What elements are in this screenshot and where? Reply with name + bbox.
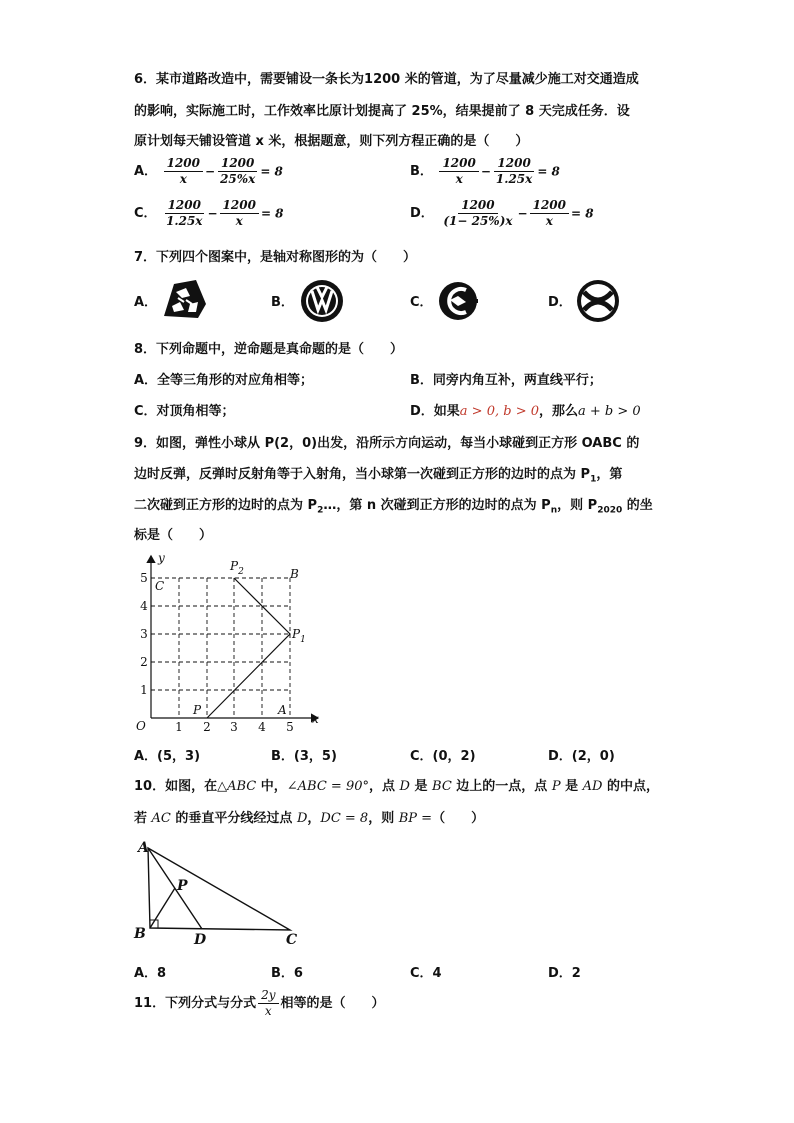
q6-stem-line1: 6．某市道路改造中，需要铺设一条长为1200 米的管道，为了尽量减少施工对交通造成 [134,72,639,87]
q8-option-a[interactable]: A．全等三角形的对应角相等； [134,373,314,388]
q10-option-a[interactable]: A．8 [134,966,167,981]
cn-logo-icon [436,280,482,322]
q7-option-c[interactable]: C． [410,295,433,310]
q10-option-b[interactable]: B．6 [271,966,303,981]
q9-point-c: C [155,579,165,593]
q9-option-b[interactable]: B．(3，5) [271,749,337,764]
q9-x-label: x [312,712,319,726]
q7-stem: 7．下列四个图案中，是轴对称图形的为（ ） [134,250,417,265]
q9-option-a[interactable]: A．(5，3) [134,749,201,764]
q10-label-d: D [194,932,207,948]
q10-triangle-abc [148,848,290,930]
q9-point-b: B [290,567,299,581]
q9-point-a: A [278,703,287,717]
q9-ball-path [207,578,290,718]
recycle-logo-icon [160,276,210,322]
q9-y-label: y [158,551,165,565]
q6-option-a[interactable]: A． $\frac{1200}{x}$ − $\frac{1200}{25\%x}$ = 8 [134,156,283,186]
q10-label-b: B [134,926,146,942]
q7-option-d[interactable]: D． [548,295,572,310]
q9-point-p1: $P_1$ [292,627,306,645]
q10-triangle-figure [130,838,310,948]
q10-label-p: P [177,878,188,894]
q9-stem-line2: 边时反弹，反弹时反射角等于入射角，当小球第一次碰到正方形的边时的点为 $P_1$，第 [134,467,623,485]
q8-stem: 8．下列命题中，逆命题是真命题的是（ ） [134,342,404,357]
q10-segment-bp [150,888,175,928]
vw-logo-icon [298,278,346,324]
q11-stem: 11．下列分式与分式 $\frac{2y}{x}$ 相等的是（ ） [134,988,385,1018]
q9-x-tick-5: 5 [286,720,294,734]
q9-y-tick-4: 4 [140,599,148,613]
q9-x-tick-3: 3 [230,720,238,734]
q9-y-tick-3: 3 [140,627,148,641]
dongfeng-logo-icon [574,278,622,324]
q9-y-tick-1: 1 [140,683,148,697]
q9-x-tick-1: 1 [175,720,183,734]
q9-option-d[interactable]: D．(2，0) [548,749,615,764]
q6-option-b[interactable]: B． $\frac{1200}{x}$ − $\frac{1200}{1.25x}$ = 8 [410,156,560,186]
q10-option-d[interactable]: D．2 [548,966,581,981]
q8-option-b[interactable]: B．同旁内角互补，两直线平行； [410,373,602,388]
q6-option-c[interactable]: C． $\frac{1200}{1.25x}$ − $\frac{1200}{x}$ = 8 [134,198,284,228]
q9-x-tick-2: 2 [203,720,211,734]
q9-grid-figure [130,548,330,736]
q9-stem-line3: 二次碰到正方形的边时的点为 $P_2\dots$，第 n 次碰到正方形的边时的点为 $P_n$，则 $P_{2020}$ 的坐 [134,498,653,516]
q10-stem-line2: 若 AC 的垂直平分线经过点 D，DC = 8，则 BP =（ ） [134,811,485,826]
q8-option-d[interactable]: D．如果a > 0, b > 0，那么a + b > 0 [410,404,641,419]
q9-point-p2: $P_2$ [230,559,244,577]
q9-point-p: P [193,703,202,717]
q6-stem-line3: 原计划每天铺设管道 x 米，根据题意，则下列方程正确的是（ ） [134,134,529,149]
q9-origin-label: O [136,719,146,733]
q9-grid-lines [151,578,290,718]
q10-option-c[interactable]: C．4 [410,966,442,981]
q6-stem-line2: 的影响，实际施工时，工作效率比原计划提高了 25%，结果提前了 8 天完成任务．设 [134,104,630,119]
q7-option-a[interactable]: A． [134,295,158,310]
q10-label-a: A [138,840,149,856]
q6-option-d[interactable]: D． $\frac{1200}{(1- 25\%)x}$ − $\frac{1200}{x}$ = 8 [410,198,594,228]
q9-x-tick-4: 4 [258,720,266,734]
q9-option-c[interactable]: C．(0，2) [410,749,476,764]
q9-y-tick-5: 5 [140,571,148,585]
q9-stem-line1: 9．如图，弹性小球从 P(2，0)出发，沿所示方向运动，每当小球碰到正方形 OABC 的 [134,436,640,451]
q9-stem-line4: 标是（ ） [134,528,213,543]
q10-stem-line1: 10．如图，在△ABC 中，∠ABC = 90°，点 D 是 BC 边上的一点，点 P 是 AD 的中点， [134,779,659,794]
q9-y-tick-2: 2 [140,655,148,669]
q8-option-c[interactable]: C．对顶角相等； [134,404,235,419]
q7-option-b[interactable]: B． [271,295,294,310]
q10-label-c: C [286,932,298,948]
